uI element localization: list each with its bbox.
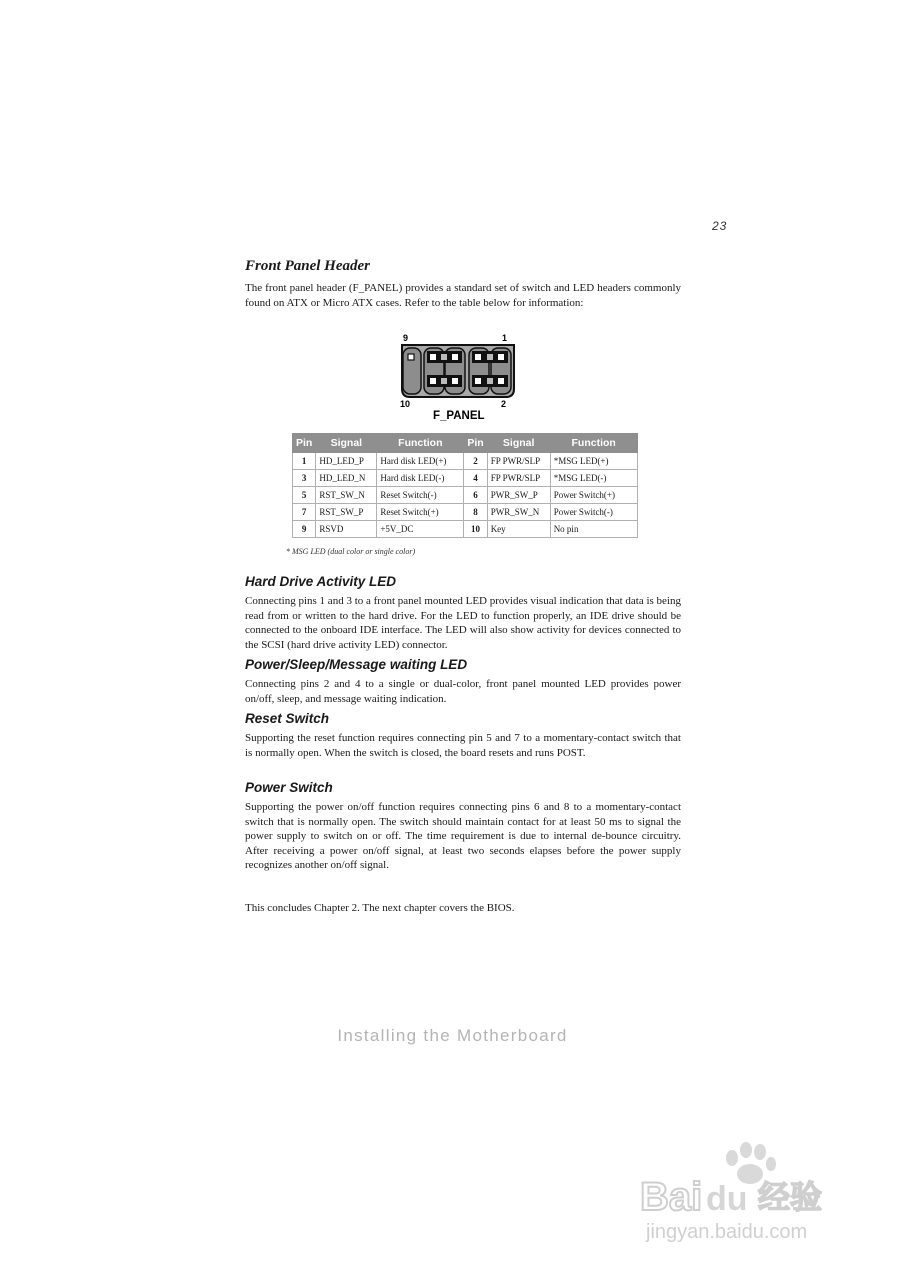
table-cell: No pin [550, 521, 637, 538]
svg-text:经验: 经验 [758, 1178, 823, 1216]
table-cell: RSVD [316, 521, 377, 538]
table-cell: Hard disk LED(-) [377, 470, 464, 487]
table-cell: Key [487, 521, 550, 538]
table-row [293, 504, 638, 521]
pin-label-9: 9 [403, 333, 409, 343]
power-switch-body: Supporting the power on/off function requires connecting pins 6 and 8 to a momentary-contact switch that is normally open. The switch should maintain contact for at least 50 ms to signal the power supply to switch on or off. The time requirement is due to internal de-bounce circuitry. After receiving a power on/off signal, at least two seconds elapses before the power supply recognizes another on/off signal. [245, 801, 681, 871]
power-led-section [245, 657, 681, 706]
table-cell: HD_LED_N [316, 470, 377, 487]
svg-text:Bai: Bai [640, 1175, 703, 1219]
pin-label-10: 10 [400, 399, 411, 409]
table-cell: 4 [464, 470, 487, 487]
table-header-row [293, 434, 638, 453]
table-row [293, 453, 638, 470]
table-cell: *MSG LED(-) [550, 470, 637, 487]
paw-logo-icon [640, 1140, 860, 1245]
table-cell: 2 [464, 453, 487, 470]
table-cell: Power Switch(-) [550, 504, 637, 521]
table-cell: FP PWR/SLP [487, 453, 550, 470]
table-cell: +5V_DC [377, 521, 464, 538]
power-led-title: Power/Sleep/Message waiting LED [245, 657, 468, 672]
header-function-1: Function [377, 434, 464, 453]
baidu-jingyan-watermark [640, 1140, 860, 1245]
pin-label-1: 1 [502, 333, 508, 343]
table-row [293, 487, 638, 504]
hdd-led-title: Hard Drive Activity LED [245, 574, 397, 589]
header-function-2: Function [550, 434, 637, 453]
table-cell: 5 [293, 487, 316, 504]
f-panel-diagram [396, 331, 526, 423]
table-cell: Power Switch(+) [550, 487, 637, 504]
header-pin-1: Pin [293, 434, 316, 453]
conclusion-section [245, 901, 681, 916]
table-cell: FP PWR/SLP [487, 470, 550, 487]
front-panel-intro: The front panel header (F_PANEL) provides a standard set of switch and LED headers commonly found on ATX or Micro ATX cases. Refer to the table below for information: [245, 282, 681, 309]
front-panel-title: Front Panel Header [245, 258, 371, 274]
header-signal-2: Signal [487, 434, 550, 453]
table-cell: RST_SW_P [316, 504, 377, 521]
table-cell: *MSG LED(+) [550, 453, 637, 470]
reset-switch-title: Reset Switch [245, 711, 330, 726]
table-cell: 6 [464, 487, 487, 504]
header-signal-1: Signal [316, 434, 377, 453]
table-row [293, 470, 638, 487]
table-cell: HD_LED_P [316, 453, 377, 470]
table-cell: PWR_SW_N [487, 504, 550, 521]
pin-label-2: 2 [501, 399, 507, 409]
table-cell: 3 [293, 470, 316, 487]
f-panel-connector-icon [396, 331, 526, 423]
table-cell: Reset Switch(-) [377, 487, 464, 504]
table-cell: Reset Switch(+) [377, 504, 464, 521]
hdd-led-section [245, 574, 681, 652]
power-switch-section [245, 780, 681, 873]
table-cell: 8 [464, 504, 487, 521]
power-led-body: Connecting pins 2 and 4 to a single or dual-color, front panel mounted LED provides power on/off, sleep, and message waiting indication. [245, 678, 681, 705]
header-pin-2: Pin [464, 434, 487, 453]
table-cell: Hard disk LED(+) [377, 453, 464, 470]
table-cell: 1 [293, 453, 316, 470]
table-cell: 7 [293, 504, 316, 521]
svg-text:du: du [706, 1180, 748, 1218]
pin-table [292, 433, 638, 538]
reset-switch-body: Supporting the reset function requires connecting pin 5 and 7 to a momentary-contact switch that is normally open. When the switch is closed, the board resets and runs POST. [245, 732, 681, 759]
page-number: 23 [712, 219, 728, 233]
table-cell: RST_SW_N [316, 487, 377, 504]
power-switch-title: Power Switch [245, 780, 333, 795]
chapter-footer: Installing the Motherboard [337, 1026, 568, 1045]
table-row [293, 521, 638, 538]
front-panel-section [245, 258, 681, 310]
table-cell: PWR_SW_P [487, 487, 550, 504]
conclusion-text: This concludes Chapter 2. The next chapter covers the BIOS. [245, 902, 515, 914]
svg-text:jingyan.baidu.com: jingyan.baidu.com [646, 1221, 808, 1243]
hdd-led-body: Connecting pins 1 and 3 to a front panel mounted LED provides visual indication that data is being read from or written to the hard drive. For the LED to function properly, an IDE drive should be connected to the onboard IDE interface. The LED will also show activity for devices connected to the SCSI (hard drive activity LED) connector. [245, 595, 681, 651]
table-cell: 9 [293, 521, 316, 538]
reset-switch-section [245, 711, 681, 760]
table-cell: 10 [464, 521, 487, 538]
diagram-caption: F_PANEL [433, 410, 485, 422]
table-footnote: * MSG LED (dual color or single color) [286, 547, 416, 556]
